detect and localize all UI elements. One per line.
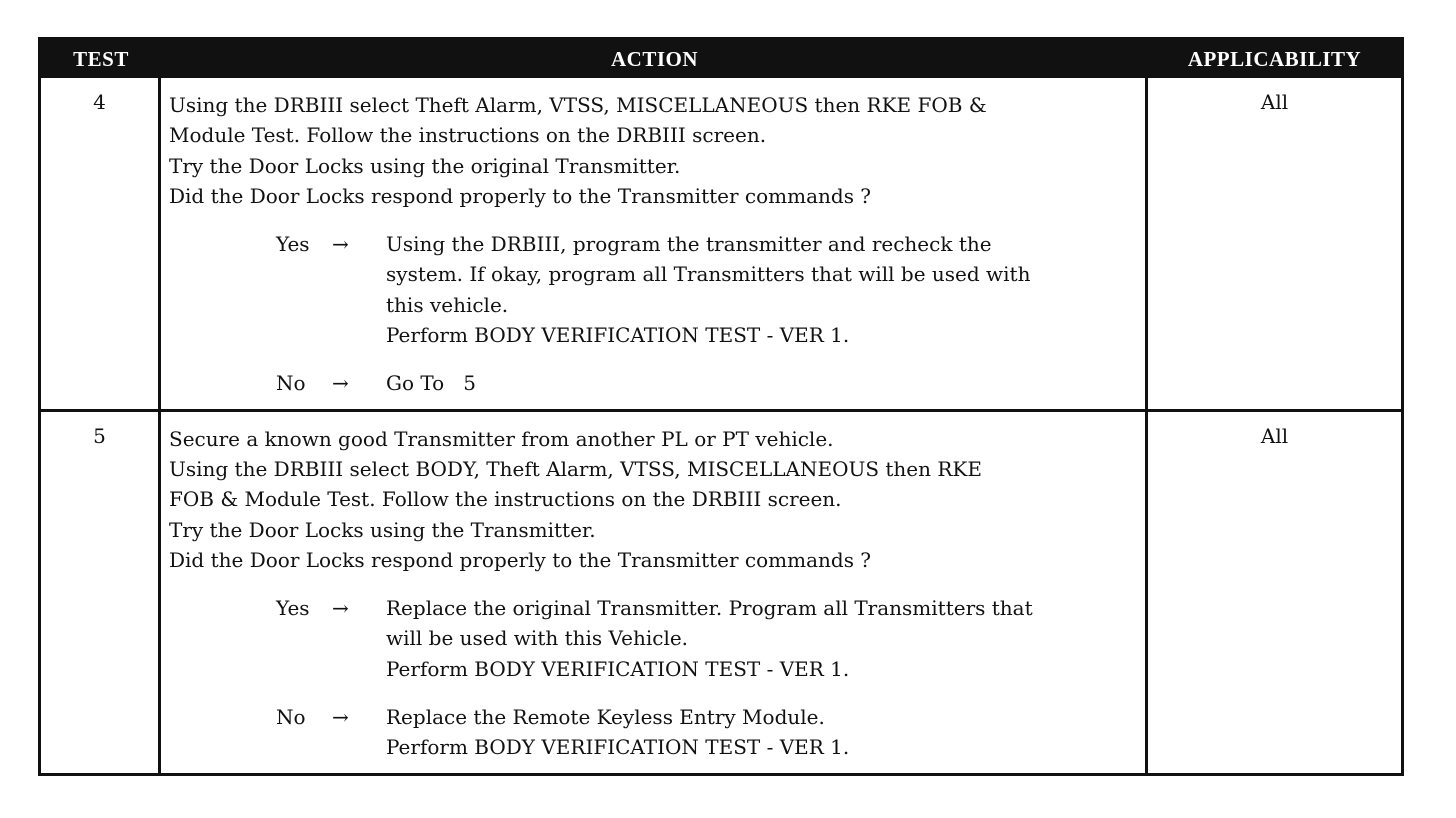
table-row [41,409,1401,773]
action-cell [161,78,1148,409]
diagnostic-test-table [38,37,1404,776]
result-line: system. If okay, program all Transmitters that will be used with [386,262,1031,287]
header-test: TEST [73,46,129,71]
instruction-line: Try the Door Locks using the original Transmitter. [169,153,681,178]
no-result [386,702,1138,763]
yes-result [386,593,1138,684]
table-row [41,78,1401,409]
instruction-line: Using the DRBIII select Theft Alarm, VTSS, MISCELLANEOUS then RKE FOB & [169,93,987,117]
result-line: will be used with this Vehicle. [386,626,689,651]
no-branch [169,702,1138,763]
action-cell [161,412,1148,773]
right-arrow-icon: → [332,705,349,730]
right-arrow-icon: → [332,596,349,621]
yes-label: Yes [276,596,310,621]
yes-result [386,229,1138,350]
instruction-line: Did the Door Locks respond properly to the Transmitter commands ? [169,183,872,208]
test-number: 4 [41,78,161,409]
no-branch [169,368,1138,398]
instruction-line: Did the Door Locks respond properly to the Transmitter commands ? [169,547,872,572]
yes-branch [169,229,1138,350]
instruction-line: Secure a known good Transmitter from another PL or PT vehicle. [169,426,834,451]
table-header-row [41,40,1401,78]
header-action: ACTION [610,46,698,71]
result-line: Perform BODY VERIFICATION TEST - VER 1. [386,323,850,348]
header-applicability: APPLICABILITY [1187,46,1362,71]
instruction-line: Module Test. Follow the instructions on the DRBIII screen. [169,123,767,148]
result-line: Replace the Remote Keyless Entry Module. [386,705,825,730]
no-label: No [276,371,306,396]
result-line: Replace the original Transmitter. Program all Transmitters that [386,596,1033,621]
right-arrow-icon: → [332,371,349,396]
instruction-line: FOB & Module Test. Follow the instructions on the DRBIII screen. [169,487,842,512]
result-line: Using the DRBIII, program the transmitter and recheck the [386,232,992,257]
applicability-value: All [1260,90,1289,114]
result-line: Go To 5 [386,371,476,396]
result-line: this vehicle. [386,292,509,317]
result-line: Perform BODY VERIFICATION TEST - VER 1. [386,735,850,760]
yes-branch [169,593,1138,684]
instruction-line: Try the Door Locks using the Transmitter. [169,517,596,542]
applicability-value: All [1260,423,1289,448]
no-result [386,368,1138,398]
no-label: No [276,705,306,730]
right-arrow-icon: → [332,232,349,257]
yes-label: Yes [276,232,310,257]
result-line: Perform BODY VERIFICATION TEST - VER 1. [386,656,850,681]
instruction-line: Using the DRBIII select BODY, Theft Alarm, VTSS, MISCELLANEOUS then RKE [169,456,982,481]
test-number: 5 [41,412,161,773]
